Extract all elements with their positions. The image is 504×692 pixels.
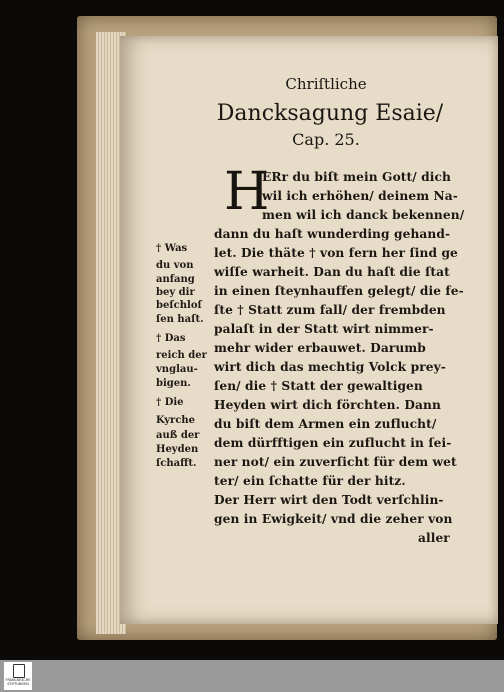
margin-note-line: ſchafft.: [156, 458, 197, 469]
margin-note-line: anfang: [156, 274, 195, 285]
institution-logo[interactable]: [4, 662, 32, 690]
margin-note-line: bey dir: [156, 287, 195, 298]
body-line: dem dürfftigen ein zuflucht in ſei-: [214, 436, 452, 450]
margin-note-line: reich der: [156, 350, 207, 361]
body-line: wiſſe warheit. Dan du haſt die ſtat: [214, 265, 450, 279]
body-line: Der Herr wirt den Todt verſchlin-: [214, 493, 444, 507]
margin-note-line: Kyrche: [156, 415, 196, 426]
body-line: du biſt dem Armen ein zuflucht/: [214, 417, 437, 431]
body-line: ERr du biſt mein Gott/ dich: [262, 170, 451, 184]
body-line: wirt dich das mechtig Volck prey-: [214, 360, 446, 374]
margin-note-line: bigen.: [156, 378, 191, 389]
margin-note-line: Heyden: [156, 444, 199, 455]
body-line: mehr wider erbauwet. Darumb: [214, 341, 426, 355]
margin-note-line: du von: [156, 260, 194, 271]
logo-text: FRANCKESCHE STIFTUNGEN: [5, 678, 31, 686]
body-line: palaſt in der Statt wirt nimmer-: [214, 322, 434, 336]
body-line: let. Die thäte † von fern her ſind ge: [214, 246, 458, 260]
page-header-chapter: Cap. 25.: [292, 130, 360, 149]
building-icon: [13, 664, 25, 678]
body-line: ſte † Statt zum fall/ der frembden: [214, 303, 446, 317]
body-line: gen in Ewigkeit/ vnd die zeher von: [214, 512, 453, 526]
page-header-line-2: Dancksagung Esaie/: [216, 101, 444, 126]
margin-note-line: auß der: [156, 430, 200, 441]
drop-cap: H: [224, 162, 270, 222]
body-line: ſen/ die † Statt der gewaltigen: [214, 379, 423, 393]
margin-note-line: † Das: [156, 333, 186, 344]
margin-note-line: † Die: [156, 397, 184, 408]
body-line: ter/ ein ſchatte für der hitz.: [214, 474, 406, 488]
margin-note-line: beſchloſ: [156, 300, 202, 311]
margin-note-line: † Was: [156, 243, 188, 254]
page-header-line-1: Chriſtliche: [285, 75, 367, 93]
body-line: aller: [418, 531, 450, 545]
body-line: men wil ich danck bekennen/: [262, 208, 465, 222]
margin-note-line: ſen haſt.: [156, 314, 204, 325]
body-line: ner not/ ein zuverſicht für dem wet: [214, 455, 457, 469]
body-line: dann du haſt wunderding gehand-: [214, 227, 451, 241]
viewer-footer-bar: [0, 660, 504, 692]
margin-note-line: vnglau-: [156, 364, 198, 375]
body-line: in einen ſteynhauffen gelegt/ die fe-: [214, 284, 464, 298]
body-line: Heyden wirt dich förchten. Dann: [214, 398, 441, 412]
body-line: wil ich erhöhen/ deinem Na-: [262, 189, 458, 203]
